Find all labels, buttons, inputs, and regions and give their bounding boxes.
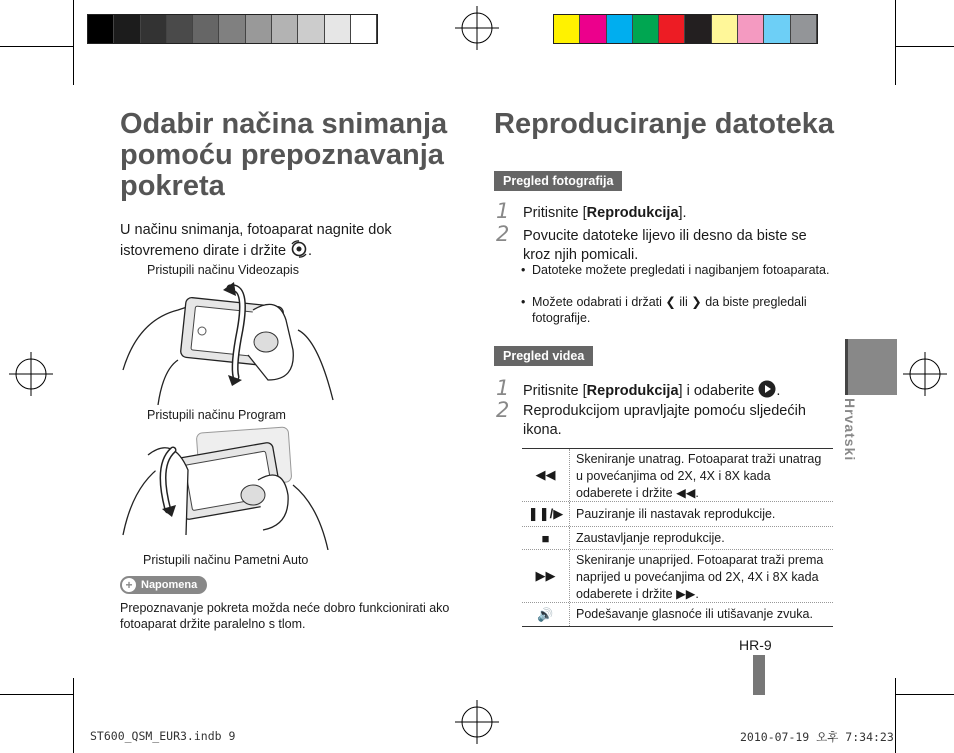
section-label-videos: Pregled videa	[494, 346, 593, 366]
language-label: Hrvatski	[842, 398, 858, 462]
color-swatch	[246, 15, 272, 43]
registration-mark	[9, 352, 53, 396]
camera-tilt-illustration-2	[118, 425, 338, 550]
control-text: .	[695, 486, 699, 500]
control-text: .	[695, 587, 699, 601]
intro-text	[120, 221, 420, 261]
control-text: Skeniranje unatrag. Fotoaparat traži unatrag u povećanjima od 2X, 4X i 8X kada odaberete i držite	[576, 452, 822, 500]
fast-forward-icon: ▶▶	[522, 550, 570, 602]
stop-icon: ■	[522, 527, 570, 549]
color-swatch	[764, 15, 790, 43]
caption-video: Pristupili načinu Videozapis	[147, 263, 299, 277]
crop-mark	[0, 694, 73, 695]
control-row	[522, 527, 833, 550]
registration-mark	[455, 6, 499, 50]
step-number: 2	[496, 398, 510, 422]
step-bold-text: Reprodukcija	[586, 205, 679, 221]
step-text: ].	[678, 205, 687, 221]
crop-mark	[73, 0, 74, 85]
section-label-photos: Pregled fotografija	[494, 171, 622, 191]
color-swatch	[738, 15, 764, 43]
step-text: Pritisnite [	[523, 383, 587, 399]
page-number-bar	[753, 655, 765, 695]
footer-timestamp: 2010-07-19 오후 7:34:23	[740, 730, 894, 744]
chevron-left-icon: ❮	[665, 295, 676, 309]
color-swatch	[607, 15, 633, 43]
step-number: 1	[496, 376, 510, 400]
color-swatch-bar	[553, 14, 818, 44]
volume-icon: 🔊	[522, 603, 570, 626]
left-page-title: Odabir načina snimanja pomoću prepoznavanja pokreta	[120, 108, 448, 202]
color-swatch	[580, 15, 606, 43]
color-swatch	[219, 15, 245, 43]
control-desc: Pauziranje ili nastavak reprodukcije.	[576, 507, 776, 521]
page-number: HR-9	[739, 637, 772, 653]
control-desc: Zaustavljanje reprodukcije.	[576, 531, 725, 545]
note-label: Napomena	[141, 579, 198, 591]
photo-step-1	[523, 204, 833, 223]
caption-program: Pristupili načinu Program	[147, 408, 286, 422]
control-row	[522, 502, 833, 527]
color-swatch	[685, 15, 711, 43]
color-swatch	[167, 15, 193, 43]
video-step-2: Reprodukcijom upravljajte pomoću sljedećih ikona.	[523, 403, 806, 438]
pause-play-icon: ❚❚/▶	[522, 502, 570, 526]
play-circle-icon	[758, 380, 776, 398]
registration-mark	[455, 700, 499, 744]
gray-swatch-bar	[87, 14, 378, 44]
color-swatch	[554, 15, 580, 43]
step-text: .	[776, 383, 781, 399]
note-text: Prepoznavanje pokreta možda neće dobro funkcionirati ako fotoaparat držite paralelno s tlom.	[120, 601, 450, 631]
step-number: 1	[496, 199, 510, 223]
fast-forward-inline-icon: ▶▶	[676, 587, 696, 601]
right-page-title: Reproduciranje datoteka	[494, 108, 835, 140]
motion-recognition-icon	[290, 240, 308, 258]
color-swatch	[712, 15, 738, 43]
control-text: Skeniranje unaprijed. Fotoaparat traži prema naprijed u povećanjima od 2X, 4X i 8X kada odaberete i držite	[576, 553, 824, 601]
note-badge	[120, 576, 207, 594]
video-step-1	[523, 380, 833, 401]
color-swatch	[193, 15, 219, 43]
crop-mark	[0, 46, 73, 47]
color-swatch	[272, 15, 298, 43]
color-swatch	[141, 15, 167, 43]
control-row	[522, 550, 833, 603]
bullet-text: ili	[679, 295, 688, 309]
control-row	[522, 449, 833, 502]
bullet-text: Možete odabrati i držati	[532, 295, 662, 309]
caption-smart-auto: Pristupili načinu Pametni Auto	[143, 553, 309, 567]
rewind-icon: ◀◀	[522, 449, 570, 501]
photo-step-2: Povucite datoteke lijevo ili desno da biste se kroz njih pomicali.	[523, 228, 807, 263]
color-swatch	[791, 15, 817, 43]
side-tab	[848, 339, 897, 395]
color-swatch	[298, 15, 324, 43]
control-row	[522, 603, 833, 626]
control-desc	[570, 449, 833, 501]
playback-controls-table	[522, 448, 833, 627]
step-number: 2	[496, 222, 510, 246]
rewind-inline-icon: ◀◀	[676, 486, 696, 500]
footer-file: ST600_QSM_EUR3.indb 9	[90, 729, 236, 743]
control-desc	[570, 550, 833, 602]
crop-mark	[895, 0, 896, 85]
bullet-text: da biste pregledali fotografije.	[532, 295, 807, 325]
plus-icon: +	[122, 578, 136, 592]
color-swatch	[325, 15, 351, 43]
photo-bullet-1: • Datoteke možete pregledati i nagibanjem fotoaparata.	[532, 262, 832, 278]
color-swatch	[114, 15, 140, 43]
intro-text-body: U načinu snimanja, fotoaparat nagnite dok istovremeno dirate i držite	[120, 222, 392, 259]
step-text: Pritisnite [	[523, 205, 587, 221]
step-text: ] i odaberite	[678, 383, 755, 399]
color-swatch	[659, 15, 685, 43]
intro-text-end: .	[308, 243, 313, 259]
crop-mark	[73, 678, 74, 753]
registration-mark	[903, 352, 947, 396]
step-bold-text: Reprodukcija	[586, 383, 679, 399]
crop-mark	[895, 694, 954, 695]
crop-mark	[895, 46, 954, 47]
photo-bullet-2	[532, 294, 832, 326]
color-swatch	[88, 15, 114, 43]
color-swatch	[351, 15, 377, 43]
crop-mark	[895, 678, 896, 753]
chevron-right-icon: ❯	[691, 295, 702, 309]
camera-tilt-illustration	[118, 280, 338, 405]
color-swatch	[633, 15, 659, 43]
control-desc: Podešavanje glasnoće ili utišavanje zvuka.	[576, 607, 813, 621]
